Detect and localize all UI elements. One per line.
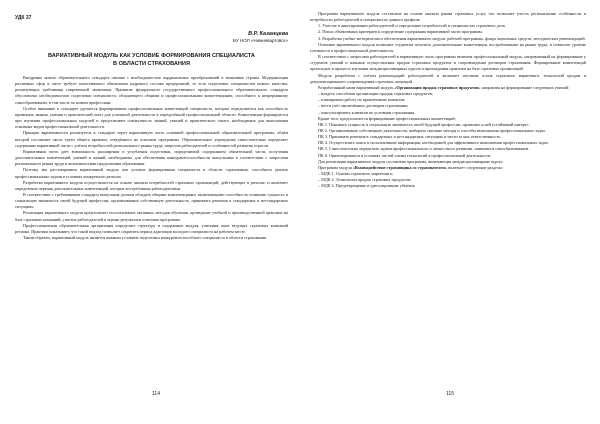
paragraph: 1. Участие в анкетировании работодателей и определение потребностей в специалистах страхового дела. xyxy=(318,23,506,29)
author-block xyxy=(233,31,288,43)
paragraph: ПК 6. Ориентироваться в условиях частой смены технологий в профессиональной деятельности. xyxy=(318,152,492,158)
paragraph: Профессиональная образовательная организация определяет структуру и содержание модуля, учитывая опыт ведущих страховых компаний региона. Практика показывает, что такой подход позволяет сократить период адаптации молодого специалиста на рабочем месте. xyxy=(15,222,288,234)
paragraph: ПК 2. Организовывать собственную деятельность, выбирать типовые методы и способы выполнения профессиональных задач. xyxy=(318,127,546,133)
courses-title: «Взаимодействие страховщика со страхователем» xyxy=(352,164,448,170)
title-line-2: В ОБЛАСТИ СТРАХОВАНИЯ xyxy=(113,61,190,67)
list-item: – планировать работу по привлечению клиентов; xyxy=(318,97,406,103)
paragraph: Внедрение нового образовательного стандарта связано с необходимостью кардинальных преобразований в экономике страны. Модернизация различных сфер в свете требует качественного обновления кадрового состава предприятий, то есть подготовки специалистов нового качества, реализующих требования современной экономики. Принятие федерального государственного профессионального образовательного стандарта обусловлено необходимостью подготовки специалиста, обладающего общими и профессиональными компетенциями, способного к непрерывному самообразованию, в том числе по новым профессиям. xyxy=(15,75,288,105)
right-page xyxy=(300,0,600,424)
paragraph: 2. Поиск объективных критериев и определение содержания вариативной части программы. xyxy=(318,29,483,35)
paragraph: Вариативная часть даёт возможность расширения и углубления подготовки, определяемой содержанием обязательной части, получения дополнительных компетенций, умений и знаний, необходимых для обеспечения конкурентоспособности выпускника в соответствии с запросами регионального рынка труда и возможностями продолжения образования. xyxy=(15,148,288,167)
page-number-right: 115 xyxy=(446,391,454,397)
paragraph: В соответствии с требованиями стандарта выпускник должен обладать общими компетенциями, включающими способность понимать сущность и социальную значимость своей будущей профессии, организовывать собственную деятельность, принимать решения в стандартных и нестандартных ситуациях. xyxy=(15,191,288,210)
udk-code: УДК 37 xyxy=(15,15,32,21)
paragraph: Принцип вариативности реализуется в стандарте через вариативную часть основной профессиональной образовательной программы, объём которой составляет около трети общего времени, отведённого на освоение программы. Образовательное учреждение самостоятельно определяет содержание вариативной части с учётом потребностей регионального рынка труда, запросов работодателей и особенностей развития отрасли. xyxy=(15,130,288,148)
paragraph: В соответствии с запросами работодателей в вариативную часть программы включен профессиональный модуль, направленный на формирование у студентов умений и навыков осуществления продаж страховых продуктов и сопровождения договоров страхования. Формирование компетенций происходит в процессе изучения междисциплинарных курсов и прохождения практики на базе страховых организаций. xyxy=(310,54,586,72)
paragraph: Кроме того, предполагается формирование профессиональных компетенций: xyxy=(318,115,456,121)
page-number-left: 114 xyxy=(152,391,160,397)
author-affiliation: БУ НОЛ «Нижневартовск» xyxy=(233,38,288,43)
paragraph: Поэтому мы рассматриваем вариативный модуль как условие формирования специалиста в области страхования, способного решать профессиональные задачи в условиях конкретного региона. xyxy=(15,167,288,179)
paragraph: ПК 3. Принимать решения в стандартных и нестандартных ситуациях и нести за них ответственность. xyxy=(318,134,502,140)
paragraph: 3. Разработка учебно-методического обеспечения вариативного модуля: рабочей программы, фонда оценочных средств, методических рекомендаций. xyxy=(318,35,586,41)
paragraph: Освоение вариативного модуля позволяет студентам получить дополнительные компетенции, востребованные на рынке труда, и повысить уровень готовности к профессиональной деятельности. xyxy=(310,41,586,53)
paragraph: ПК 1. Понимать сущность и социальную значимость своей будущей профессии, проявлять к ней устойчивый интерес. xyxy=(318,121,530,127)
author-name: В.Р. Казанцева xyxy=(248,31,288,37)
list-item: – консультировать клиентов по условиям страхования. xyxy=(318,109,416,115)
courses-intro-after: включает следующие разделы: xyxy=(448,164,504,170)
paragraph: Модуль разработан с учётом рекомендаций работодателей и включает изучение основ страхового маркетинга, технологий продаж и документационного сопровождения страховых операций. xyxy=(310,72,586,84)
title-line-1: ВАРИАТИВНЫЙ МОДУЛЬ КАК УСЛОВИЕ ФОРМИРОВАНИЯ СПЕЦИАЛИСТА xyxy=(48,53,255,59)
courses-list xyxy=(310,171,586,189)
list-item: – МДК 1. Основы страхового маркетинга; xyxy=(318,171,393,177)
module-intro-after: направлен на формирование следующих умений: xyxy=(481,84,570,90)
article-title xyxy=(15,52,288,68)
list-item: – МДК 3. Предотвращение и урегулирование убытков. xyxy=(318,183,416,189)
list-item: – вести учёт заключённых договоров страхования; xyxy=(318,103,409,109)
module-intro: Разработанный нами вариативный модуль xyxy=(318,84,394,90)
paragraph: Таким образом, вариативный модуль является важным условием подготовки конкурентоспособного специалиста в области страхования. xyxy=(23,235,267,241)
paragraph: Реализация вариативного модуля предполагает использование активных методов обучения, проведение учебной и производственной практики на базе страховых компаний, участие работодателей в оценке результатов освоения программы. xyxy=(15,210,288,222)
paragraph: Программа вариативного модуля составлена на основе анализа рынка страховых услуг, что позволяет учесть региональные особенности и потребности работодателей в специалистах данного профиля. xyxy=(310,11,586,23)
list-item: – владеть способами организации продаж страховых продуктов; xyxy=(318,91,433,97)
left-body-text xyxy=(15,75,288,380)
module-name: «Организация продаж страховых продуктов» xyxy=(394,84,481,90)
right-body-text xyxy=(310,11,586,384)
paragraph: Разработка вариативного модуля осуществляется на основе анализа потребностей страховых организаций, действующих в регионе, и включает определение перечня дополнительных компетенций, которые востребованы работодателями. xyxy=(15,179,288,191)
paragraph: ПК 5. Самостоятельно определять задачи профессионального и личностного развития, заниматься самообразованием. xyxy=(318,146,530,152)
paragraph: Особое внимание в стандарте уделяется формированию профессиональных компетенций специалиста, которые определяются как способность применять знания, умения и практический опыт для успешной деятельности в определённой профессиональной области. Компетенции формируются при изучении профессиональных модулей и представляют совокупность знаний, умений и практического опыта, необходимых для выполнения основных видов профессиональной деятельности. xyxy=(15,105,288,130)
paragraph: Для реализации вариативного модуля составлена программа, включающая междисциплинарные курсы: xyxy=(318,158,504,164)
courses-intro: Программа модуля xyxy=(318,164,352,170)
skills-list xyxy=(310,91,586,116)
paragraph: ПК 4. Осуществлять поиск и использование информации, необходимой для эффективного выполнения профессиональных задач. xyxy=(318,140,549,146)
list-item: – МДК 2. Технологии продаж страховых продуктов; xyxy=(318,177,412,183)
